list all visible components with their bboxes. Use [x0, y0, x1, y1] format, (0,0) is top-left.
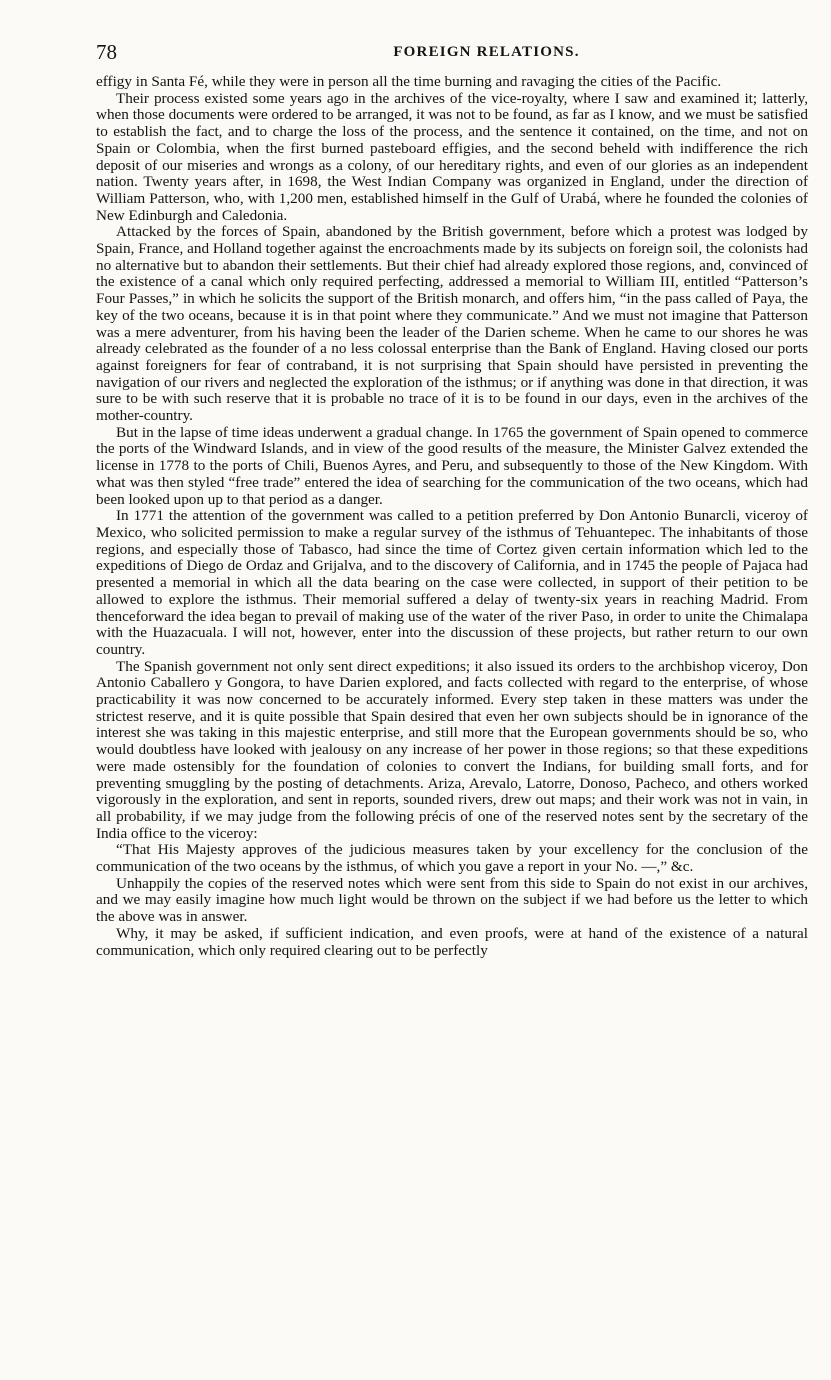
- page-header: [96, 40, 807, 74]
- paragraph: Unhappily the copies of the reserved notes which were sent from this side to Spain do not exist in our archives, and we may easily imagine how much light would be thrown on the subject if we had before us the letter to which the above was in answer.: [96, 874, 808, 926]
- quoted-note: “That His Majesty approves of the judicious measures taken by your excellency for the conclusion of the communication of the two oceans by the isthmus, of which you gave a report in your No. —,” &c.: [96, 841, 808, 876]
- body-text: [96, 74, 808, 959]
- paragraph: But in the lapse of time ideas underwent a gradual change. In 1765 the government of Spain opened to commerce the ports of the Windward Islands, and in view of the good results of the measure, the Minister Galvez extended the license in 1778 to the ports of Chili, Buenos Ayres, and Peru, and subsequently to those of the New Kingdom. With what was then styled “free trade” entered the idea of searching for the communication of the two oceans, which had been looked upon up to that period as a danger.: [96, 423, 808, 508]
- paragraph: In 1771 the attention of the government was called to a petition preferred by Don Antonio Bunarcli, viceroy of Mexico, who solicited permission to make a regular survey of the isthmus of Tehuantepec. The inhabitants of those regions, and especially those of Tabasco, had since the time of Cortez given certain information which led to the expeditions of Diego de Ordaz and Grijalva, and to the discovery of California, and in 1745 the people of Pajaca had presented a memorial in which all the data bearing on the case were collected, in support of their petition to be allowed to explore the isthmus. Their memorial suffered a delay of twenty-six years in reaching Madrid. From thenceforward the idea began to prevail of making use of the water of the river Paso, in order to unite the Chimalapa with the Huazacuala. I will not, however, enter into the discussion of these projects, but rather return to our own country.: [96, 507, 808, 658]
- paragraph: Their process existed some years ago in the archives of the vice-royalty, where I saw and examined it; latterly, when those documents were ordered to be arranged, it was not to be found, as far as I know, and we must be satisfied to establish the fact, and to charge the loss of the process, and the sentence it contained, on the time, and not on Spain or Colombia, when the first burned pasteboard effigies, and the second beheld with indifference the rich deposit of our miseries and wrongs as a colony, of our hereditary rights, and even of our glories as an independent nation. Twenty years after, in 1698, the West Indian Company was organized in England, under the direction of William Patterson, who, with 1,200 men, established himself in the Gulf of Urabá, where he founded the colonies of New Edinburgh and Caledonia.: [96, 89, 808, 224]
- paragraph-continuation: effigy in Santa Fé, while they were in person all the time burning and ravaging the cities of the Pacific.: [96, 73, 722, 90]
- paragraph: Why, it may be asked, if sufficient indication, and even proofs, were at hand of the existence of a natural communication, which only required clearing out to be perfectly: [96, 924, 808, 959]
- page-number: 78: [96, 40, 117, 64]
- paragraph: The Spanish government not only sent direct expeditions; it also issued its orders to the archbishop viceroy, Don Antonio Caballero y Gongora, to have Darien explored, and facts collected with regard to the enterprise, of whose practicability it was now concerned to be accurately informed. Every step taken in these matters was under the strictest reserve, and it is quite possible that Spain desired that even her own subjects should be in ignorance of the interest she was taking in this majestic enterprise, and still more that the European governments should be so, who would doubtless have looked with jealousy on any increase of her power in those regions; so that these expeditions were made ostensibly for the foundation of colonies to convert the Indians, for building small forts, and for preventing smuggling by the posting of detachments. Ariza, Arevalo, Latorre, Donoso, Pacheco, and others worked vigorously in the exploration, and sent in reports, sounded rivers, drew out maps; and their work was not in vain, in all probability, if we may judge from the following précis of one of the reserved notes sent by the secretary of the India office to the viceroy:: [96, 657, 808, 842]
- paragraph: Attacked by the forces of Spain, abandoned by the British government, before which a protest was lodged by Spain, France, and Holland together against the encroachments made by its subjects on foreign soil, the colonists had no alternative but to abandon their settlements. But their chief had already explored those regions, and, convinced of the existence of a canal which only required perfecting, addressed a memorial to William III, entitled “Patterson’s Four Passes,” in which he solicits the support of the British monarch, and offers him, “in the pass called of Paya, the key of the two oceans, because it is in that point where they communicate.” And we must not imagine that Patterson was a mere adventurer, from his having been the leader of the Darien scheme. When he came to our shores he was already celebrated as the founder of a no less colossal enterprise than the Bank of England. Having closed our ports against foreigners for fear of contraband, it is not surprising that Spain should have persisted in preventing the navigation of our rivers and neglected the exploration of the isthmus; or if anything was done in that direction, it was sure to be with such reserve that it is probable no trace of it is to be found in our days, even in the archives of the mother-country.: [96, 223, 808, 425]
- running-head: FOREIGN RELATIONS.: [393, 44, 580, 60]
